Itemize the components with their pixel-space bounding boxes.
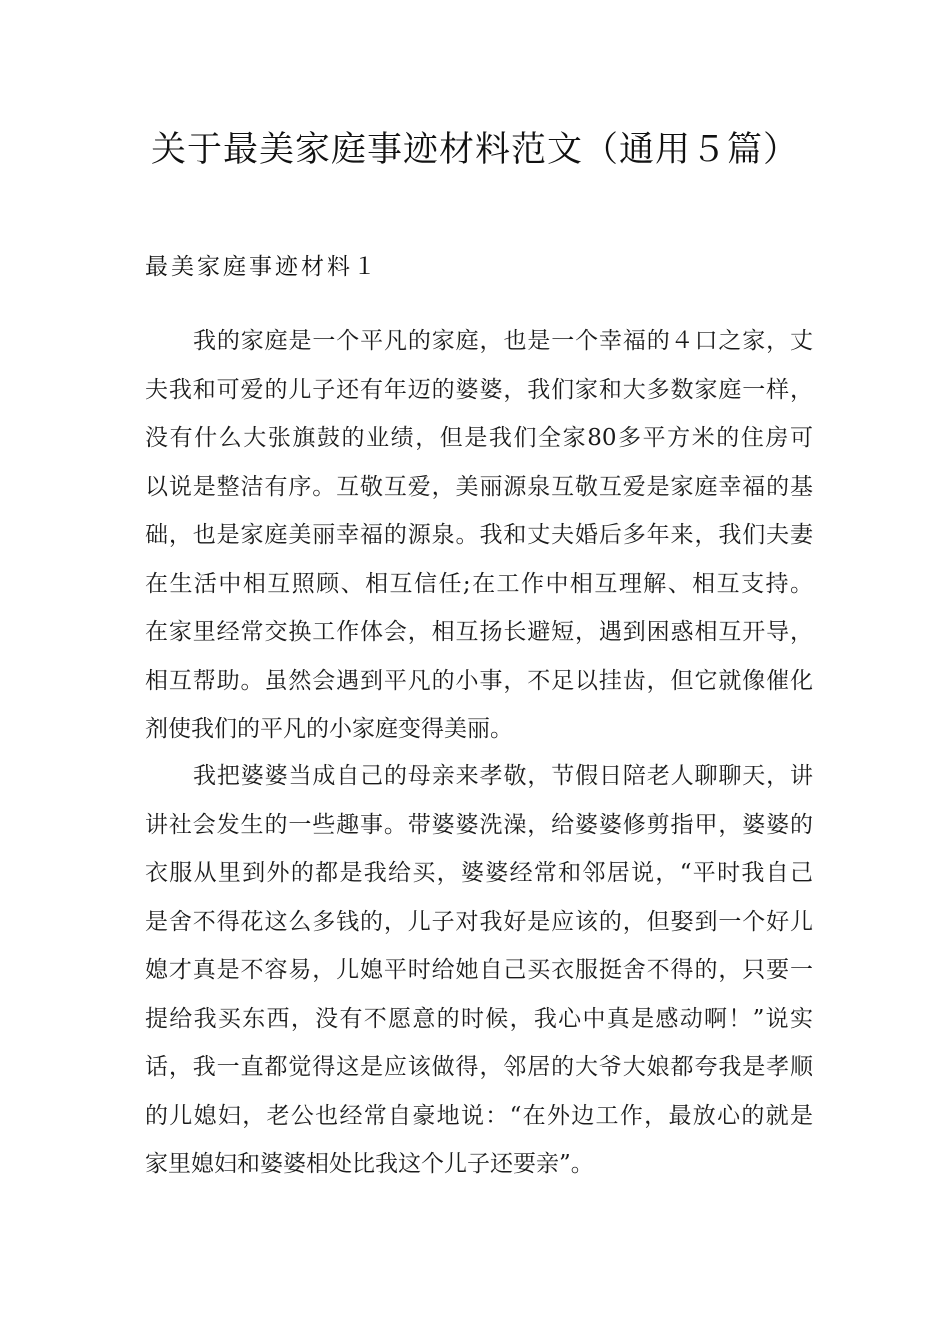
paragraph-line: 我的家庭是一个平凡的家庭，也是一个幸福的４口之家，丈 (193, 328, 813, 354)
paragraph-line: 在生活中相互照顾、相互信任;在工作中相互理解、相互支持。 (145, 570, 813, 597)
paragraph-line: 媳才真是不容易，儿媳平时给她自己买衣服挺舍不得的，只要一 (145, 957, 813, 983)
paragraph-line: 衣服从里到外的都是我给买，婆婆经常和邻居说，“平时我自己 (145, 860, 813, 886)
paragraph-line: 在家里经常交换工作体会，相互扬长避短，遇到困惑相互开导， (145, 619, 813, 645)
document-title: 关于最美家庭事迹材料范文（通用５篇） (150, 130, 799, 170)
paragraph-line: 相互帮助。虽然会遇到平凡的小事，不足以挂齿，但它就像催化 (145, 667, 813, 694)
paragraph-line: 话，我一直都觉得这是应该做得，邻居的大爷大娘都夸我是孝顺 (145, 1054, 813, 1080)
paragraph-line: 础，也是家庭美丽幸福的源泉。我和丈夫婚后多年来，我们夫妻 (145, 522, 813, 548)
paragraph-line: 以说是整洁有序。互敬互爱，美丽源泉互敬互爱是家庭幸福的基 (145, 473, 813, 500)
section-heading: 最美家庭事迹材料１ (145, 254, 379, 280)
paragraph-line: 没有什么大张旗鼓的业绩，但是我们全家80多平方米的住房可 (145, 425, 813, 451)
paragraph-line: 提给我买东西，没有不愿意的时候，我心中真是感动啊！”说实 (145, 1005, 813, 1032)
paragraph-line: 我把婆婆当成自己的母亲来孝敬，节假日陪老人聊聊天，讲 (193, 763, 813, 789)
body-paragraph (145, 317, 813, 754)
paragraph-line: 夫我和可爱的儿子还有年迈的婆婆，我们家和大多数家庭一样， (145, 376, 813, 403)
paragraph-line: 是舍不得花这么多钱的，儿子对我好是应该的，但娶到一个好儿 (145, 908, 813, 935)
paragraph-line: 剂使我们的平凡的小家庭变得美丽。 (145, 716, 513, 742)
paragraph-line: 讲社会发生的一些趣事。带婆婆洗澡，给婆婆修剪指甲，婆婆的 (145, 811, 813, 838)
paragraph-line: 的儿媳妇，老公也经常自豪地说：“在外边工作，最放心的就是 (145, 1102, 813, 1129)
paragraph-line: 家里媳妇和婆婆相处比我这个儿子还要亲”。 (145, 1151, 594, 1177)
body-paragraph (145, 752, 813, 1189)
